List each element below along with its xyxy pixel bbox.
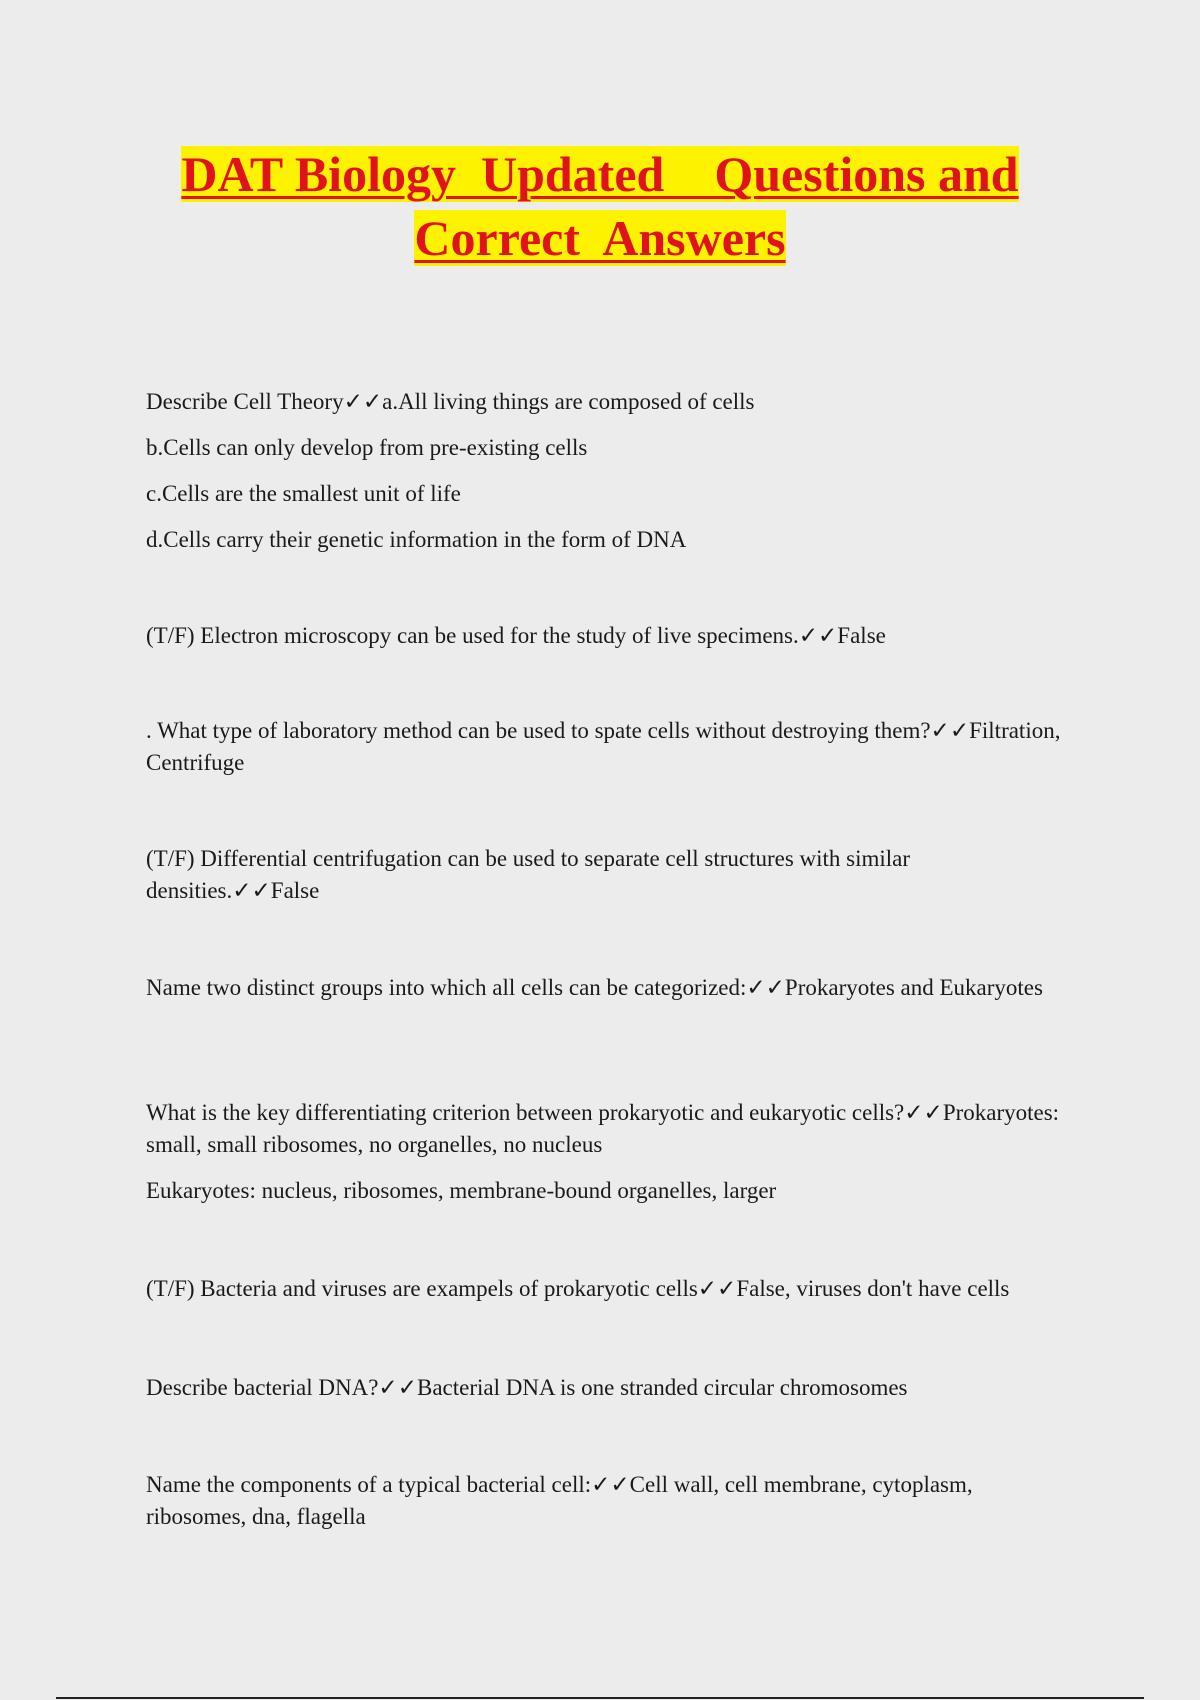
qa-line: (T/F) Electron microscopy can be used for the study of live specimens.✓✓False xyxy=(146,623,886,648)
document-title xyxy=(100,142,1100,270)
qa-line: What is the key differentiating criterion between prokaryotic and eukaryotic cells?✓✓Prokaryotes: small, small ribosomes, no organelles, no nucleus xyxy=(146,1100,1065,1157)
qa-line: Eukaryotes: nucleus, ribosomes, membrane-bound organelles, larger xyxy=(146,1178,777,1203)
qa-item-bacteria-viruses xyxy=(146,1273,1076,1305)
qa-item-bacterial-dna xyxy=(146,1372,1076,1404)
qa-line: d.Cells carry their genetic information in the form of DNA xyxy=(146,527,687,552)
page-bottom-rule xyxy=(56,1697,1144,1699)
qa-item-cell-theory xyxy=(146,386,1076,556)
qa-item-differential-centrifugation xyxy=(146,843,1076,907)
qa-line: Describe bacterial DNA?✓✓Bacterial DNA is one stranded circular chromosomes xyxy=(146,1375,908,1400)
qa-line: b.Cells can only develop from pre-existing cells xyxy=(146,435,588,460)
qa-item-laboratory-method xyxy=(146,715,1076,779)
qa-line: . What type of laboratory method can be used to spate cells without destroying them?✓✓Filtration, Centrifuge xyxy=(146,718,1067,775)
qa-item-electron-microscopy xyxy=(146,620,1076,652)
qa-line: (T/F) Bacteria and viruses are exampels of prokaryotic cells✓✓False, viruses don't have cells xyxy=(146,1276,1010,1301)
qa-item-prokaryotic-vs-eukaryotic xyxy=(146,1097,1076,1207)
qa-line: Name two distinct groups into which all cells can be categorized:✓✓Prokaryotes and Eukaryotes xyxy=(146,975,1043,1000)
title-line-1: DAT Biology Updated Questions and xyxy=(181,146,1019,202)
qa-line: Name the components of a typical bacterial cell:✓✓Cell wall, cell membrane, cytoplasm, ribosomes, dna, flagella xyxy=(146,1472,979,1529)
qa-line: Describe Cell Theory✓✓a.All living things are composed of cells xyxy=(146,389,755,414)
qa-line: c.Cells are the smallest unit of life xyxy=(146,481,461,506)
title-line-2: Correct Answers xyxy=(414,210,786,266)
qa-item-bacterial-cell-components xyxy=(146,1469,1076,1533)
qa-item-cell-groups xyxy=(146,972,1076,1004)
qa-line: (T/F) Differential centrifugation can be used to separate cell structures with similar densities.✓✓False xyxy=(146,846,916,903)
